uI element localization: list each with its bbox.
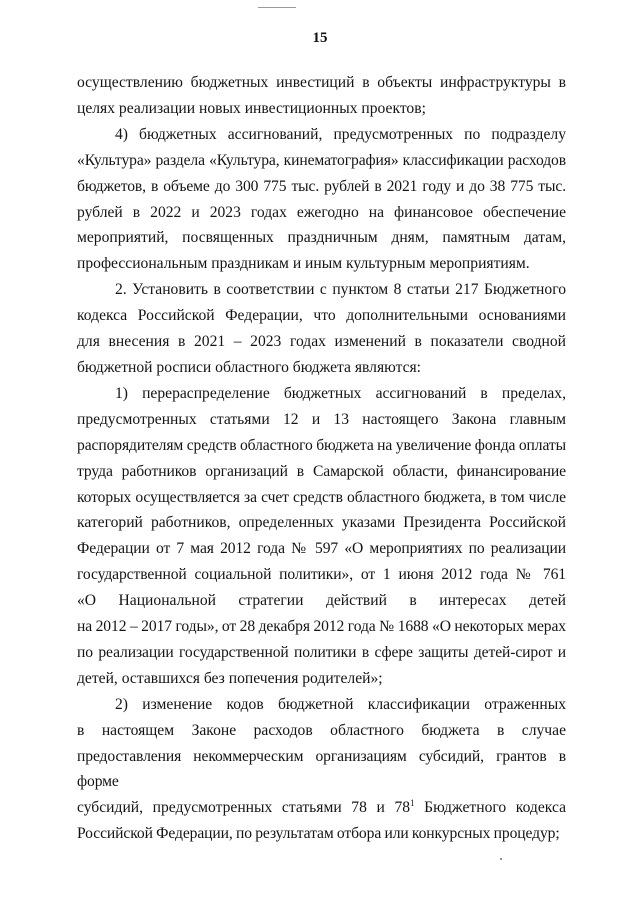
text-line: детей, оставшихся без попечения родителей»; [77,669,383,687]
text-line: государственной социальной политики», от 1 июня 2012 года № 761 [77,566,566,584]
text-line: в настоящем Законе расходов областного бюджета в случае [77,721,566,739]
text-line: 2. Установить в соответствии с пунктом 8 статьи 217 Бюджетного [115,281,566,299]
text-line: мероприятий, посвященных праздничным дням, памятным датам, [77,229,566,247]
text-run: субсидий, предусмотренных статьями 78 и 78 [77,799,411,817]
scan-speck [500,858,502,860]
text-line: кодекса Российской Федерации, что дополнительными основаниями [77,307,566,325]
text-line: бюджетов, в объеме до 300 775 тыс. рублей в 2021 году и до 38 775 тыс. [77,177,566,195]
text-line: «Культура» раздела «Культура, кинематография» классификации расходов [77,151,566,169]
text-line: осуществлению бюджетных инвестиций в объекты инфраструктуры в [77,74,566,91]
text-line: по реализации государственной политики в сфере защиты детей-сирот и [77,643,566,661]
text-line: труда работников организаций в Самарской области, финансирование [77,462,566,480]
text-line: Российской Федерации, по результатам отбора или конкурсных процедур; [77,825,560,843]
text-line: предусмотренных статьями 12 и 13 настоящего Закона главным [77,410,566,428]
scan-top-rule [258,7,296,8]
text-line: 2) изменение кодов бюджетной классификации отраженных [115,695,566,713]
text-line: профессиональным праздникам и иным культурным мероприятиям. [77,255,530,273]
text-line: Федерации от 7 мая 2012 года № 597 «О мероприятиях по реализации [77,540,566,558]
text-line: которых осуществляется за счет средств областного бюджета, в том числе [77,488,566,506]
text-line: 4) бюджетных ассигнований, предусмотренных по подразделу [115,125,566,143]
document-body [77,70,566,847]
text-line: 1) перераспределение бюджетных ассигнований в пределах, [115,384,566,402]
page-number: 15 [312,30,328,46]
superscript: 1 [410,798,415,809]
text-line: бюджетной росписи областного бюджета являются: [77,358,421,376]
text-line: рублей в 2022 и 2023 годах ежегодно на финансовое обеспечение [77,203,566,221]
text-run: Бюджетного кодекса [414,799,566,817]
text-line [77,795,566,821]
text-line: на 2012 – 2017 годы», от 28 декабря 2012 года № 1688 «О некоторых мерах [77,618,566,636]
text-line: целях реализации новых инвестиционных проектов; [77,99,426,117]
text-line: распорядителям средств областного бюджета на увеличение фонда оплаты [77,436,566,454]
text-line: «О Национальной стратегии действий в интересах детей [77,592,566,610]
text-line: для внесения в 2021 – 2023 годах изменений в показатели сводной [77,333,566,351]
text-line: предоставления некоммерческим организациям субсидий, грантов в форме [77,747,566,791]
text-line: категорий работников, определенных указами Президента Российской [77,514,566,532]
